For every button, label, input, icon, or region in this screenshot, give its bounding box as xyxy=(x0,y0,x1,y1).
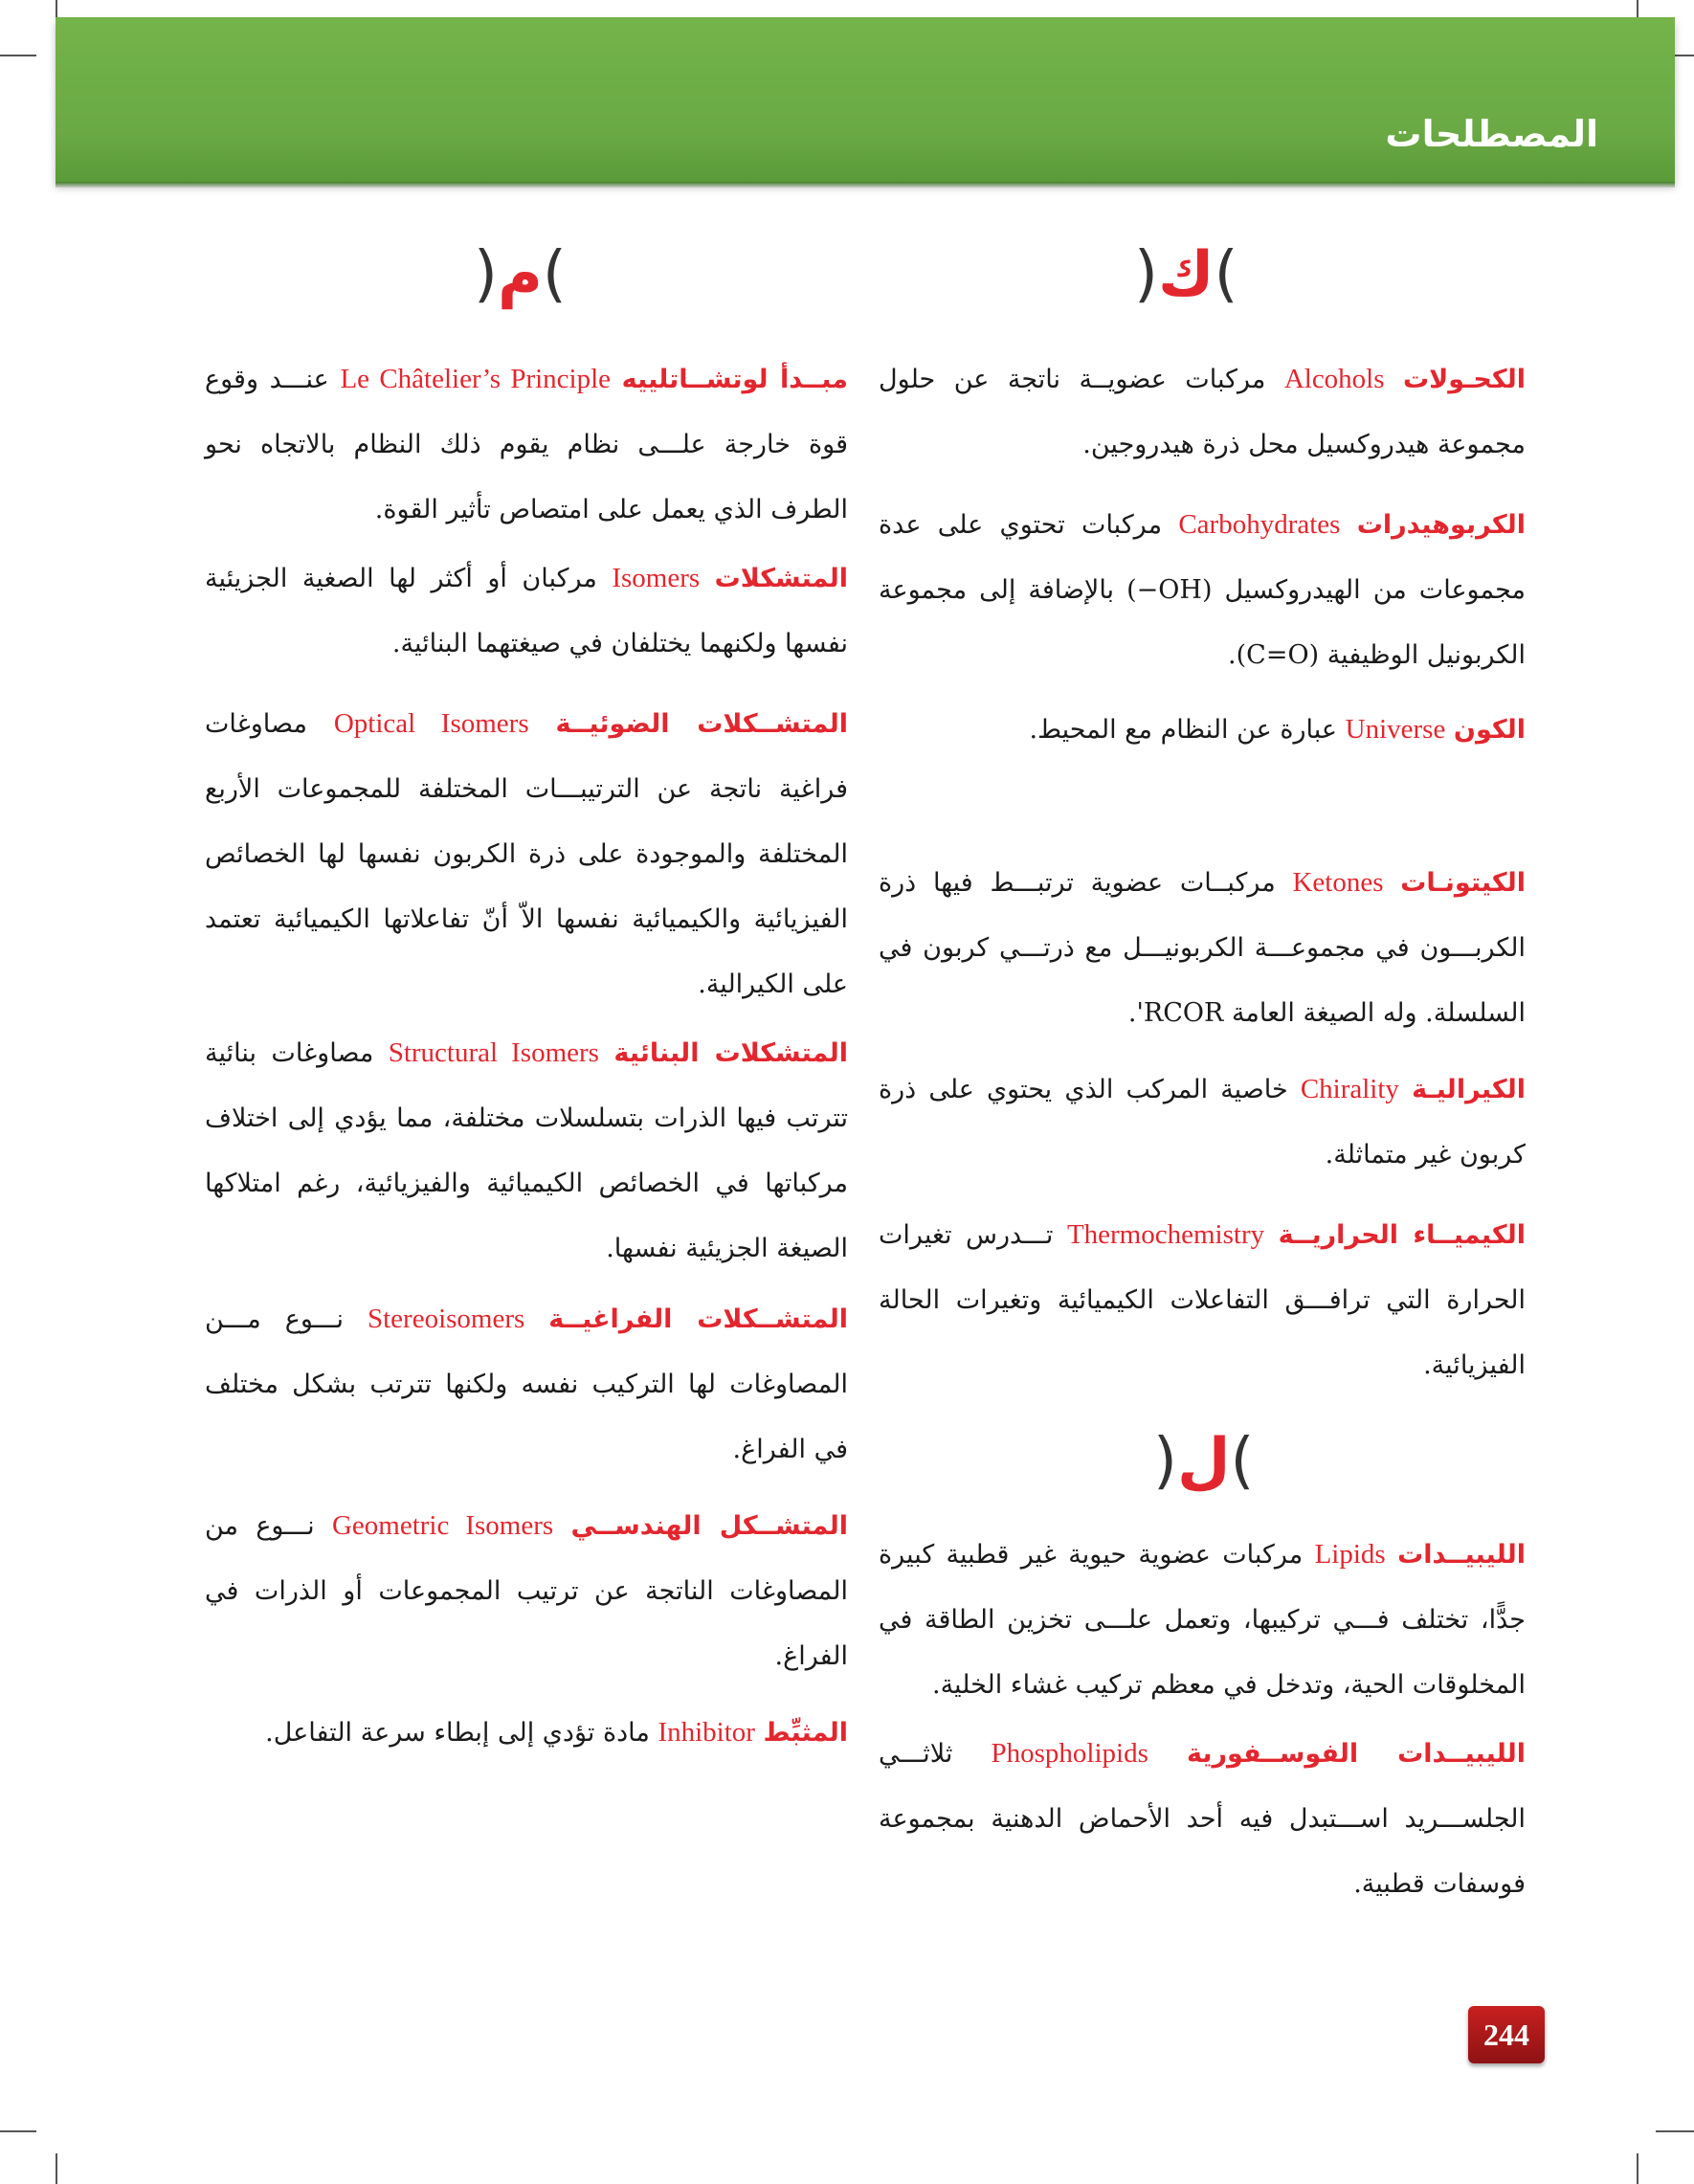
term-arabic: الليبيــدات xyxy=(1397,1540,1526,1570)
definition: عبارة عن النظام مع المحيط. xyxy=(1029,715,1338,745)
definition: مركبات تحتوي على عدة مجموعات من الهيدروكسيل (OH−) بالإضافة إلى مجموعة الكربونيل الوظيفية (C=O). xyxy=(879,510,1526,670)
term-english: Geometric Isomers xyxy=(331,1510,554,1541)
term-arabic: الكيتونـات xyxy=(1400,868,1526,898)
crop-mark xyxy=(1637,2153,1638,2184)
term-arabic: الليبيــدات الفوســفورية xyxy=(1186,1739,1526,1769)
term-english: Chirality xyxy=(1300,1074,1399,1104)
term-arabic: المثبِّط xyxy=(763,1718,848,1748)
term-arabic: المتشــكلات الفراغيــة xyxy=(548,1304,848,1334)
term-english: Structural Isomers xyxy=(388,1037,599,1068)
term-english: Lipids xyxy=(1314,1539,1386,1570)
glossary-entry-le-chatelier xyxy=(205,346,848,543)
term-english: Inhibitor xyxy=(658,1717,755,1748)
header-band xyxy=(56,17,1675,182)
definition: مركبات عضوية حيوية غير قطبية كبيرة جدًّا، تختلف فـــي تركيبها، وتعمل علـــى تخزين الطاقة في المخلوقات الحية، وتدخل في معظم تركيب غشاء الخلية. xyxy=(879,1540,1526,1700)
letter: م xyxy=(497,239,543,310)
definition: مركبات عضويــة ناتجة عن حلول مجموعة هيدروكسيل محل ذرة هيدروجين. xyxy=(879,365,1526,459)
glossary-entry-lipids xyxy=(879,1522,1526,1718)
term-english: Carbohydrates xyxy=(1178,509,1341,540)
term-arabic: المتشــكل الهندســي xyxy=(570,1511,848,1541)
glossary-entry-optical-isomers xyxy=(205,691,848,1017)
term-arabic: المتشكلات xyxy=(714,564,848,593)
definition: مادة تؤدي إلى إبطاء سرعة التفاعل. xyxy=(265,1718,650,1748)
page-title: المصطلحات xyxy=(1385,113,1598,155)
glossary-entry-phospholipids xyxy=(879,1721,1526,1917)
glossary-entry-chirality xyxy=(879,1057,1526,1188)
glossary-entry-thermochemistry xyxy=(879,1202,1526,1398)
definition: تـــدرس تغيرات الحرارة التي ترافـــق التفاعلات الكيميائية وتغيرات الحالة الفيزيائية. xyxy=(879,1220,1526,1380)
crop-mark xyxy=(0,55,36,56)
paren-open: ( xyxy=(1134,239,1158,310)
crop-mark xyxy=(56,2153,57,2184)
term-english: Stereoisomers xyxy=(367,1304,525,1334)
definition: نـــوع مـــن المصاوغات لها التركيب نفسه ولكنها تترتب بشكل مختلف في الفراغ. xyxy=(205,1304,848,1464)
paren-close: ) xyxy=(1230,1426,1255,1497)
paren-close: ) xyxy=(1214,239,1238,310)
term-arabic: الكربوهيدرات xyxy=(1356,510,1526,540)
glossary-entry-ketones xyxy=(879,850,1526,1046)
section-letter-kaf xyxy=(1134,239,1238,310)
paren-open: ( xyxy=(474,239,498,310)
crop-mark xyxy=(1656,2130,1694,2132)
glossary-entry-carbohydrates xyxy=(879,492,1526,688)
glossary-entry-isomers xyxy=(205,546,848,677)
letter: ل xyxy=(1176,1426,1231,1497)
glossary-entry-stereoisomers xyxy=(205,1286,848,1482)
term-arabic: الكيراليـة xyxy=(1412,1075,1526,1104)
page-number: 244 xyxy=(1468,2006,1545,2063)
term-english: Isomers xyxy=(612,563,701,593)
term-arabic: الكون xyxy=(1453,715,1526,745)
term-english: Phospholipids xyxy=(991,1738,1148,1769)
glossary-entry-structural-isomers xyxy=(205,1020,848,1281)
term-english: Alcohols xyxy=(1283,364,1385,394)
section-letter-meem xyxy=(474,239,567,310)
paren-open: ( xyxy=(1153,1426,1177,1497)
glossary-entry-alcohols xyxy=(879,346,1526,478)
term-arabic: مبــدأ لوتشــاتلييه xyxy=(621,365,849,394)
paren-close: ) xyxy=(542,239,567,310)
crop-mark xyxy=(0,2130,36,2132)
definition: مصاوغات فراغية ناتجة عن الترتيبـــات المختلفة للمجموعات الأربع المختلفة والموجودة على ذرة الكربون نفسها لها الخصائص الفيزيائية والكيميائية نفسها الاّ أنّ تفاعلاتها الكيميائية تعتمد على الكيرالية. xyxy=(205,709,848,999)
term-english: Le Châtelier’s Principle xyxy=(340,364,612,394)
term-english: Optical Isomers xyxy=(333,708,529,739)
term-english: Universe xyxy=(1345,714,1446,745)
definition: خاصية المركب الذي يحتوي على ذرة كربون غير متماثلة. xyxy=(879,1075,1526,1170)
definition: عنـــد وقوع قوة خارجة علـــى نظام يقوم ذلك النظام بالاتجاه نحو الطرف الذي يعمل على امتصاص تأثير القوة. xyxy=(205,365,848,524)
term-arabic: المتشــكلات الضوئيــة xyxy=(555,709,848,739)
term-english: Ketones xyxy=(1292,867,1384,898)
definition: نـــوع من المصاوغات الناتجة عن ترتيب المجموعات أو الذرات في الفراغ. xyxy=(205,1511,848,1671)
definition: مركبــات عضوية ترتبـــط فيها ذرة الكربـــون في مجموعـــة الكربونيـــل مع ذرتـــي كربون في السلسلة. وله الصيغة العامة RCOR'. xyxy=(879,868,1526,1028)
term-arabic: المتشكلات البنائية xyxy=(613,1038,848,1068)
section-letter-lam xyxy=(1153,1426,1254,1497)
glossary-entry-geometric-isomers xyxy=(205,1493,848,1689)
term-arabic: الكيميــاء الحراريــة xyxy=(1278,1220,1526,1250)
glossary-entry-universe xyxy=(879,697,1526,763)
definition: مصاوغات بنائية تترتب فيها الذرات بتسلسلات مختلفة، مما يؤدي إلى اختلاف مركباتها في الخصائص الكيميائية والفيزيائية، رغم امتلاكها الصيغة الجزيئية نفسها. xyxy=(205,1038,848,1263)
letter: ك xyxy=(1157,239,1215,310)
term-arabic: الكحـولات xyxy=(1403,365,1526,394)
definition: ثلاثـــي الجلســـريد اســـتبدل فيه أحد الأحماض الدهنية بمجموعة فوسفات قطبية. xyxy=(879,1739,1526,1899)
definition: مركبان أو أكثر لها الصغية الجزيئية نفسها ولكنهما يختلفان في صيغتهما البنائية. xyxy=(205,564,848,658)
glossary-entry-inhibitor xyxy=(205,1700,848,1766)
term-english: Thermochemistry xyxy=(1066,1219,1265,1250)
